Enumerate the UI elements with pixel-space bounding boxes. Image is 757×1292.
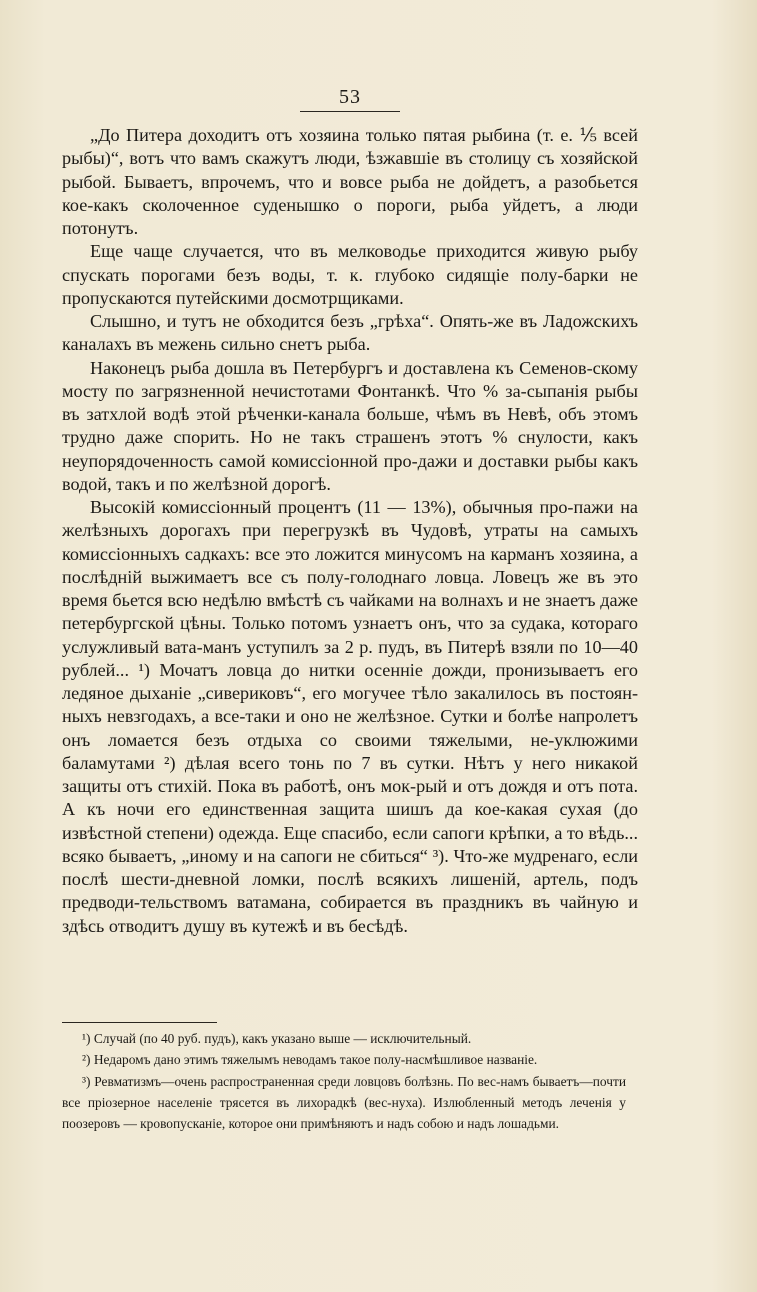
page-number-rule — [300, 111, 400, 112]
main-text — [62, 124, 638, 938]
paragraph-3: Слышно, и тутъ не обходится безъ „грѣха“. Опять-же въ Ладожскихъ каналахъ въ межень сильно снетъ рыба. — [62, 311, 638, 355]
footnote-2: ²) Недаромъ дано этимъ тяжелымъ неводамъ такое полу-насмѣшливое названіе. — [82, 1052, 538, 1068]
footnotes — [62, 1028, 626, 1134]
paragraph-5: Высокій комиссіонный процентъ (11 — 13%), обычныя про-пажи на желѣзныхъ дорогахъ при перегрузкѣ въ Чудовѣ, утраты на самыхъ комиссіонныхъ садкахъ: все это ложится минусомъ на карманъ хозяина, а послѣдній выжимаетъ все съ полу-голоднаго ловца. Ловецъ же въ это время бьется всю недѣлю вмѣстѣ съ чайками на волнахъ и не знаетъ даже петербургской цѣны. Только потомъ узнаетъ онъ, что за судака, котораго услужливый вата-манъ уступилъ за 2 р. пудъ, въ Питерѣ взяли по 10—40 рублей... ¹) Мочатъ ловца до нитки осенніе дожди, пронизываетъ его ледяное дыханіе „сивериковъ“, его могучее тѣло закалилось въ постоян-ныхъ невзгодахъ, а все-таки и оно не желѣзное. Сутки и болѣе напролетъ онъ ломается безъ отдыха со своими тяжелыми, не-уклюжими баламутами ²) дѣлая всего тонь по 7 въ сутки. Нѣтъ у него никакой защиты отъ стихій. Пока въ работѣ, онъ мок-рый и отъ дождя и отъ пота. А къ ночи его единственная защита шишъ да кое-какая сухая (до извѣстной степени) одежда. Еще спасибо, если сапоги крѣпки, а то вѣдь... всяко бываетъ, „иному и на сапоги не сбиться“ ³). Что-же мудренаго, если послѣ шести-дневной ломки, послѣ всякихъ лишеній, артель, подъ предводи-тельствомъ ватамана, собирается въ праздникъ въ чайную и здѣсь отводитъ душу въ кутежѣ и въ бесѣдѣ. — [62, 497, 638, 936]
page-number: 53 — [339, 86, 361, 108]
paragraph-1: „До Питера доходитъ отъ хозяина только пятая рыбина (т. е. ⅕ всей рыбы)“, вотъ что вамъ скажутъ люди, ѣзжавшіе въ столицу съ хозяйской рыбой. Бываетъ, впрочемъ, что и вовсе рыба не дойдетъ, а разобьется кое-какъ сколоченное суденышко о пороги, рыба уйдетъ, а люди потонутъ. — [62, 125, 638, 238]
footnote-divider — [62, 1022, 217, 1023]
footnote-3: ³) Ревматизмъ—очень распространенная среди ловцовъ болѣзнь. По вес-намъ бываетъ—почти все пріозерное населеніе трясется въ лихорадкѣ (вес-нуха). Излюбленный методъ леченія у поозеровъ — кровопусканіе, которое они примѣняютъ и надъ собою и надъ лошадьми. — [62, 1073, 626, 1132]
paragraph-4: Наконецъ рыба дошла въ Петербургъ и доставлена къ Семенов-скому мосту по загрязненной нечистотами Фонтанкѣ. Что % за-сыпанія рыбы въ затхлой водѣ этой рѣченки-канала больше, чѣмъ въ Невѣ, объ этомъ трудно даже спорить. Но не такъ страшенъ этотъ % снулости, какъ неупорядоченность самой комиссіонной про-дажи и доставки рыбы какъ водой, такъ и по желѣзной дорогѣ. — [62, 357, 638, 494]
footnote-1: ¹) Случай (по 40 руб. пудъ), какъ указано выше — исключительный. — [82, 1031, 472, 1046]
paragraph-2: Еще чаще случается, что въ мелководье приходится живую рыбу спускать порогами безъ воды, т. к. глубоко сидящіе полу-барки не пропускаются путейскими досмотрщиками. — [62, 241, 638, 308]
